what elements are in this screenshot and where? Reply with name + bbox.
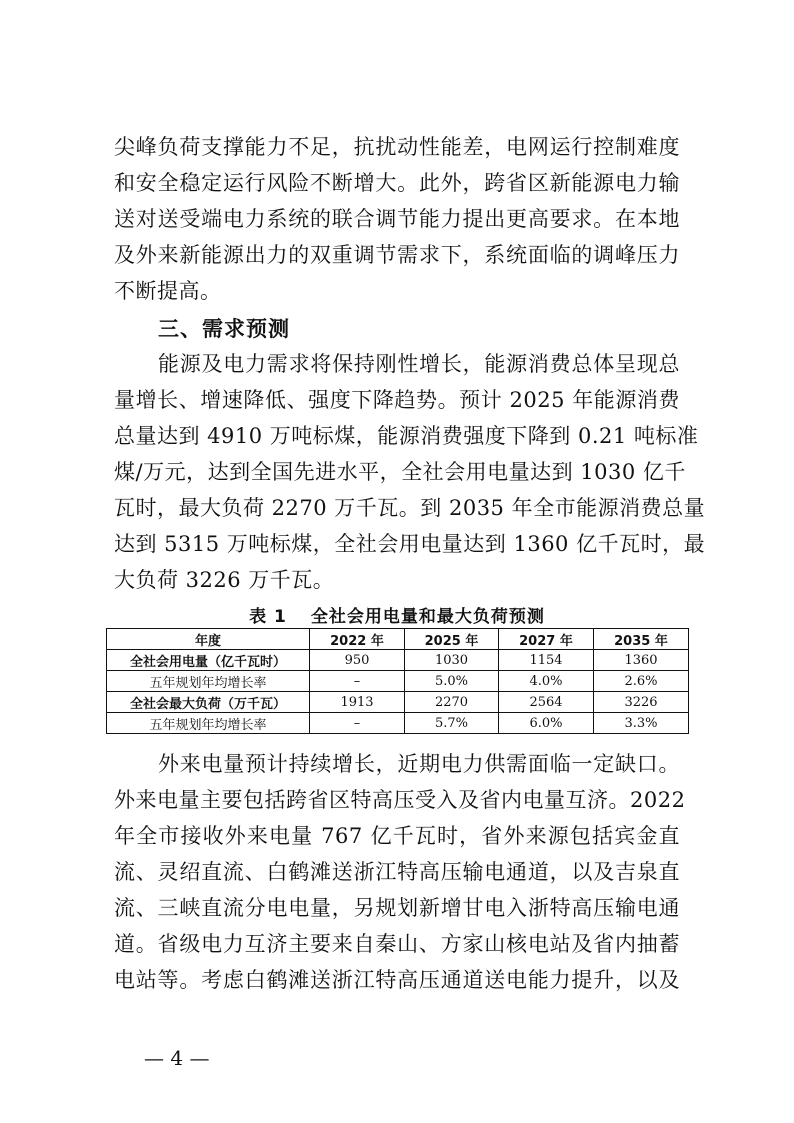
- paragraph-line: 电站等。考虑白鹤滩送浙江特高压通道送电能力提升，以及: [114, 968, 680, 992]
- forecast-table: [106, 628, 689, 734]
- paragraph-line: 流、灵绍直流、白鹤滩送浙江特高压输电通道，以及吉泉直: [114, 860, 680, 884]
- row-label: 全社会用电量（亿千瓦时）: [107, 650, 310, 671]
- table-cell: 1154: [499, 650, 594, 671]
- table-cell: 3.3%: [594, 713, 689, 734]
- table-cell: 1030: [405, 650, 499, 671]
- table-row: [107, 692, 689, 713]
- header-cell: 2025 年: [405, 629, 499, 650]
- paragraph-line: 达到 5315 万吨标煤，全社会用电量达到 1360 亿千瓦时，最: [114, 532, 706, 556]
- table-cell: 2564: [499, 692, 594, 713]
- table-cell: –: [310, 713, 405, 734]
- paragraph-line: 及外来新能源出力的双重调节需求下，系统面临的调峰压力: [114, 243, 680, 267]
- paragraph-line: 外来电量主要包括跨省区特高压受入及省内电量互济。2022: [114, 788, 686, 812]
- row-label: 五年规划年均增长率: [107, 713, 310, 734]
- table-header-row: [107, 629, 689, 650]
- paragraph-line: 瓦时，最大负荷 2270 万千瓦。到 2035 年全市能源消费总量: [114, 496, 706, 520]
- paragraph-line: 流、三峡直流分电电量，另规划新增甘电入浙特高压输电通: [114, 896, 680, 920]
- table-cell: 5.0%: [405, 671, 499, 692]
- table-cell: 3226: [594, 692, 689, 713]
- section-heading: 三、需求预测: [158, 317, 290, 341]
- row-label: 全社会最大负荷（万千瓦）: [107, 692, 310, 713]
- table-caption-number: 表 1: [249, 607, 287, 627]
- table-cell: 4.0%: [499, 671, 594, 692]
- table-cell: 2270: [405, 692, 499, 713]
- header-cell: 2035 年: [594, 629, 689, 650]
- table-cell: 950: [310, 650, 405, 671]
- paragraph-line: 煤/万元，达到全国先进水平，全社会用电量达到 1030 亿千: [114, 460, 686, 484]
- table-cell: –: [310, 671, 405, 692]
- paragraph-line: 大负荷 3226 万千瓦。: [114, 568, 335, 592]
- paragraph-line: 尖峰负荷支撑能力不足，抗扰动性能差，电网运行控制难度: [114, 135, 680, 159]
- table-cell: 1913: [310, 692, 405, 713]
- header-cell: 2022 年: [310, 629, 405, 650]
- table-cell: 6.0%: [499, 713, 594, 734]
- header-cell: 年度: [107, 629, 310, 650]
- paragraph-line: 和安全稳定运行风险不断增大。此外，跨省区新能源电力输: [114, 171, 680, 195]
- table-row: [107, 650, 689, 671]
- row-label: 五年规划年均增长率: [107, 671, 310, 692]
- paragraph-line: 道。省级电力互济主要来自秦山、方家山核电站及省内抽蓄: [114, 932, 680, 956]
- paragraph-line: 年全市接收外来电量 767 亿千瓦时，省外来源包括宾金直: [114, 824, 680, 848]
- table-cell: 1360: [594, 650, 689, 671]
- table-caption-title: 全社会用电量和最大负荷预测: [310, 607, 545, 627]
- header-cell: 2027 年: [499, 629, 594, 650]
- table-caption: [0, 602, 794, 627]
- paragraph-line: 外来电量预计持续增长，近期电力供需面临一定缺口。: [158, 752, 680, 776]
- table-cell: 5.7%: [405, 713, 499, 734]
- page-number: — 4 —: [144, 1046, 210, 1070]
- paragraph-line: 不断提高。: [114, 279, 222, 303]
- table-cell: 2.6%: [594, 671, 689, 692]
- table-row: [107, 713, 689, 734]
- paragraph-line: 量增长、增速降低、强度下降趋势。预计 2025 年能源消费: [114, 388, 680, 412]
- paragraph-line: 能源及电力需求将保持刚性增长，能源消费总体呈现总: [158, 352, 680, 376]
- paragraph-line: 送对送受端电力系统的联合调节能力提出更高要求。在本地: [114, 207, 680, 231]
- table-row: [107, 671, 689, 692]
- paragraph-line: 总量达到 4910 万吨标煤，能源消费强度下降到 0.21 吨标准: [114, 424, 699, 448]
